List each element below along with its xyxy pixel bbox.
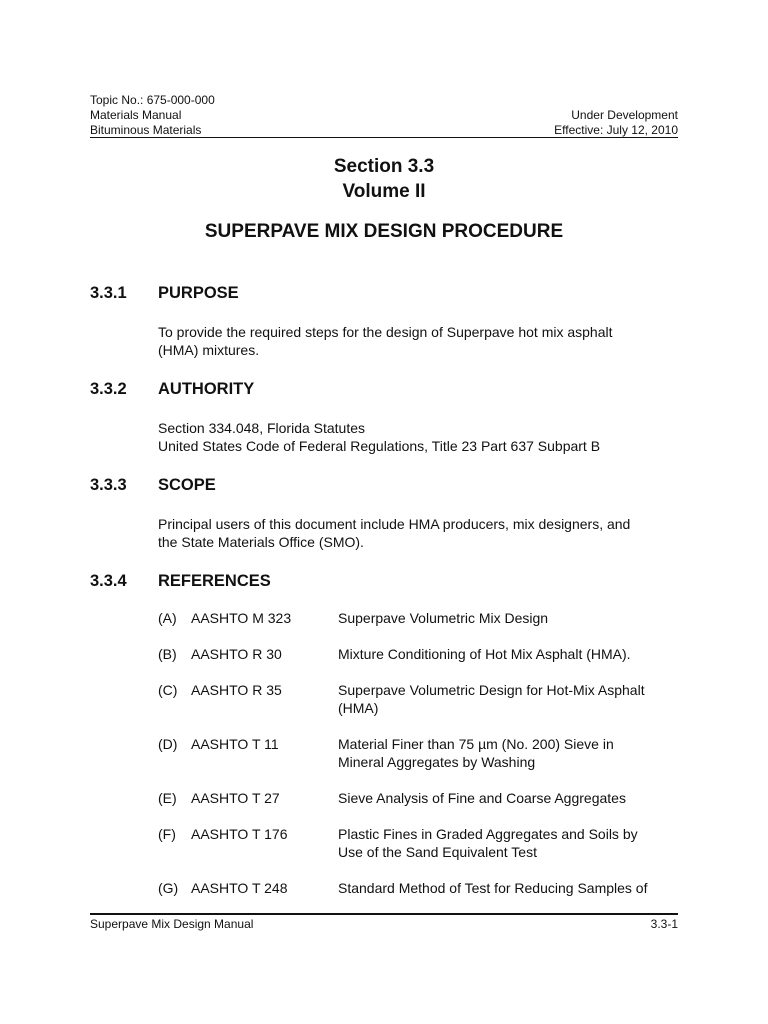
reference-tag: (A) [158, 610, 177, 626]
footer-manual-title: Superpave Mix Design Manual [90, 917, 254, 931]
authority-text [158, 419, 678, 455]
reference-item [158, 825, 678, 861]
section-number: 3.3.3 [90, 476, 127, 494]
volume-title: Volume II [342, 181, 426, 202]
page-number: 3.3-1 [650, 917, 678, 931]
description-line: Plastic Fines in Graded Aggregates and Soils by [338, 826, 638, 842]
page-footer [90, 913, 678, 932]
reference-code: AASHTO T 11 [191, 736, 279, 752]
description-line: Sieve Analysis of Fine and Coarse Aggregates [338, 790, 626, 806]
description-line: Material Finer than 75 µm (No. 200) Sieve in [338, 736, 614, 752]
subject-name: Bituminous Materials [90, 123, 202, 137]
reference-tag: (D) [158, 736, 178, 752]
reference-code: AASHTO T 248 [191, 880, 288, 896]
reference-description [338, 789, 678, 807]
reference-item [158, 681, 678, 717]
reference-item [158, 735, 678, 771]
reference-description [338, 681, 678, 717]
description-line: Superpave Volumetric Mix Design [338, 610, 549, 626]
description-line: (HMA) [338, 700, 379, 716]
paragraph-line: (HMA) mixtures. [158, 342, 260, 358]
reference-tag: (F) [158, 826, 176, 842]
reference-description [338, 645, 678, 663]
reference-code: AASHTO T 27 [191, 790, 280, 806]
reference-item [158, 879, 678, 897]
title-block [90, 154, 678, 244]
reference-item [158, 609, 678, 627]
scope-text [158, 515, 678, 551]
section-number: 3.3.1 [90, 284, 127, 302]
reference-tag: (C) [158, 682, 178, 698]
header-rule [90, 137, 678, 138]
description-line: Mixture Conditioning of Hot Mix Asphalt (HMA). [338, 646, 631, 662]
paragraph-line: To provide the required steps for the design of Superpave hot mix asphalt [158, 324, 613, 340]
references-list [158, 609, 678, 897]
description-line: Superpave Volumetric Design for Hot-Mix Asphalt [338, 682, 645, 698]
paragraph-line: the State Materials Office (SMO). [158, 534, 364, 550]
document-page [90, 93, 678, 915]
reference-code: AASHTO R 35 [191, 682, 282, 698]
paragraph-line: Section 334.048, Florida Statutes [158, 420, 366, 436]
purpose-text [158, 323, 678, 359]
reference-item [158, 789, 678, 807]
page-header [90, 93, 678, 137]
references-heading [90, 571, 678, 591]
reference-description [338, 609, 678, 627]
reference-description [338, 879, 678, 897]
paragraph-line: United States Code of Federal Regulations, Title 23 Part 637 Subpart B [158, 438, 601, 454]
reference-description [338, 825, 678, 861]
description-line: Standard Method of Test for Reducing Samples of [338, 880, 648, 896]
section-number: 3.3.2 [90, 380, 127, 398]
scope-heading [90, 475, 678, 495]
section-heading: SCOPE [158, 476, 216, 494]
section-title: Section 3.3 [333, 156, 435, 177]
section-number: 3.3.4 [90, 572, 127, 590]
topic-number: Topic No.: 675-000-000 [90, 93, 215, 107]
section-heading: REFERENCES [158, 572, 271, 590]
section-heading: AUTHORITY [158, 380, 255, 398]
reference-tag: (G) [158, 880, 179, 896]
effective-date: Effective: July 12, 2010 [554, 123, 678, 137]
reference-item [158, 645, 678, 663]
reference-code: AASHTO T 176 [191, 826, 288, 842]
reference-code: AASHTO R 30 [191, 646, 282, 662]
manual-name: Materials Manual [90, 108, 182, 122]
section-heading: PURPOSE [158, 284, 239, 302]
description-line: Mineral Aggregates by Washing [338, 754, 536, 770]
paragraph-line: Principal users of this document include HMA producers, mix designers, and [158, 516, 631, 532]
reference-description [338, 735, 678, 771]
reference-code: AASHTO M 323 [191, 610, 292, 626]
document-title: SUPERPAVE MIX DESIGN PROCEDURE [204, 221, 564, 242]
purpose-heading [90, 283, 678, 303]
authority-heading [90, 379, 678, 399]
reference-tag: (B) [158, 646, 177, 662]
description-line: Use of the Sand Equivalent Test [338, 844, 537, 860]
status-text: Under Development [571, 108, 678, 122]
reference-tag: (E) [158, 790, 177, 806]
